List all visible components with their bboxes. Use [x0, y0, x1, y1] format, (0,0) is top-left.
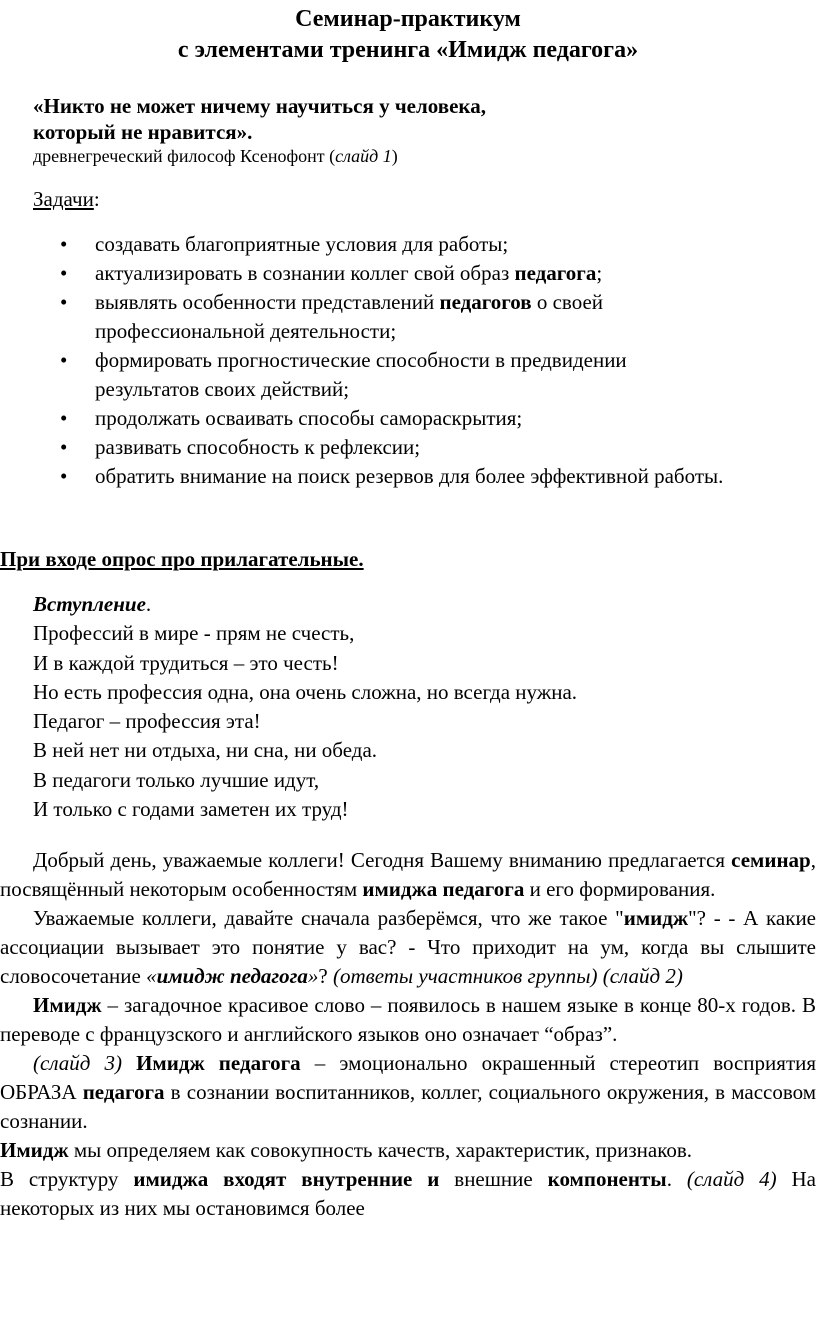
document-title-line-2: с элементами тренинга «Имидж педагога»	[177, 37, 639, 63]
list-item: • создавать благоприятные условия для работы;	[0, 230, 735, 259]
paragraph-image-definition: Имидж – загадочное красивое слово – появилось в нашем языке в конце 80-х годов. В переводе с французского и английского языков оно означает “образ”.	[0, 993, 816, 1046]
list-item: • формировать прогностические способности в предвидении результатов своих действий;	[60, 348, 627, 401]
epigraph-source: древнегреческий философ Ксенофонт (слайд 1)	[33, 146, 398, 166]
tasks-list	[0, 230, 816, 491]
epigraph-line-1: «Никто не может ничему научиться у человека,	[33, 94, 486, 118]
bullet-icon: •	[60, 290, 68, 314]
tasks-heading: Задачи:	[33, 187, 100, 211]
epigraph-line-2: который не нравится».	[33, 120, 253, 144]
poem-line: В ней нет ни отдыха, ни сна, ни обеда.	[33, 738, 378, 763]
body-text	[0, 846, 816, 1223]
list-item: • продолжать осваивать способы самораскрытия;	[0, 404, 735, 433]
paragraph-structure: В структуру имиджа входят внутренние и внешние компоненты. (слайд 4) На некоторых из них мы остановимся более	[0, 1167, 816, 1220]
list-item: • актуализировать в сознании коллег свой образ педагога;	[0, 259, 735, 288]
poem-heading: Вступление.	[33, 592, 152, 616]
document-title-line-1: Семинар-практикум	[295, 6, 521, 32]
poem-line: И только с годами заметен их труд!	[33, 797, 349, 822]
bullet-icon: •	[60, 348, 68, 372]
list-item: • обратить внимание на поиск резервов для более эффективной работы.	[0, 462, 735, 491]
bullet-icon: •	[60, 435, 68, 459]
list-item: • развивать способность к рефлексии;	[0, 433, 735, 462]
poem-line: Профессий в мире - прям не счесть,	[33, 621, 355, 646]
paragraph-qualities: Имидж мы определяем как совокупность качеств, характеристик, признаков.	[0, 1138, 693, 1162]
poem-line: И в каждой трудиться – это честь!	[33, 650, 339, 675]
poem-line: Педагог – профессия эта!	[33, 709, 261, 734]
section-heading: При входе опрос про прилагательные.	[0, 547, 364, 571]
list-item: • выявлять особенности представлений педагогов о своей профессиональной деятельности;	[60, 290, 604, 343]
paragraph-teacher-image: (слайд 3) Имидж педагога – эмоционально окрашенный стереотип восприятия ОБРАЗА педагога в сознании воспитанников, коллег, социального окружения, в массовом сознании.	[0, 1051, 816, 1133]
poem-line: В педагоги только лучшие идут,	[33, 767, 320, 792]
bullet-icon: •	[60, 261, 68, 285]
paragraph-question: Уважаемые коллеги, давайте сначала разберёмся, что же такое "имидж"? - - А какие ассоциации вызывает это понятие у вас? - Что приходит на ум, когда вы слышите словосочетание «имидж педагога»? (ответы участников группы) (слайд 2)	[0, 906, 816, 988]
poem-line: Но есть профессия одна, она очень сложна, но всегда нужна.	[33, 679, 578, 704]
poem	[33, 590, 577, 824]
bullet-icon: •	[60, 406, 68, 430]
bullet-icon: •	[60, 464, 68, 488]
paragraph-greeting: Добрый день, уважаемые коллеги! Сегодня Вашему вниманию предлагается семинар, посвящённый некоторым особенностям имиджа педагога и его формирования.	[0, 848, 816, 901]
bullet-icon: •	[60, 232, 68, 256]
